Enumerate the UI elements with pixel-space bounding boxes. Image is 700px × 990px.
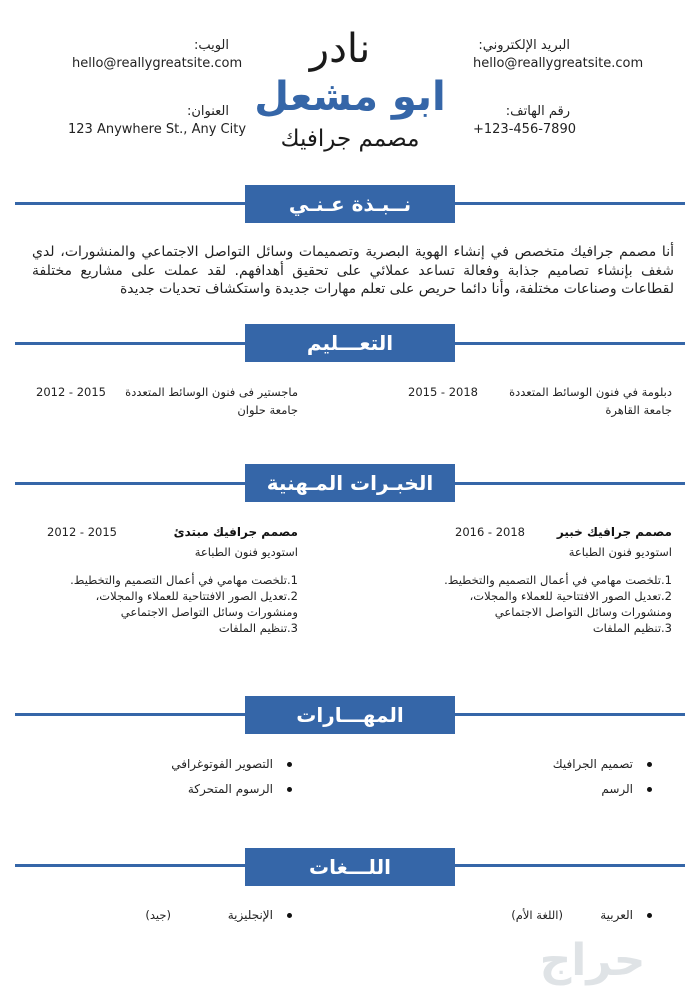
web-label: الويب: <box>193 38 229 53</box>
task-item: 1.تلخصت مهامي في أعمال التصميم والتخطيط. <box>70 573 298 587</box>
watermark: حراج <box>539 935 646 986</box>
section-divider-left <box>15 342 245 345</box>
job-title: مصمم جرافيك مبتدئ <box>173 525 298 539</box>
section-title-skills: المهـــارات <box>245 696 455 734</box>
section-divider-right <box>455 713 685 716</box>
job-company: استوديو فنون الطباعة <box>568 545 672 559</box>
section-divider-left <box>15 202 245 205</box>
section-divider-right <box>455 482 685 485</box>
skill-item: الرسم <box>601 782 652 796</box>
language-item: الإنجليزية <box>228 908 292 922</box>
section-divider-left <box>15 482 245 485</box>
education-degree: دبلومة في فنون الوسائط المتعددة <box>509 385 672 399</box>
bullet-icon <box>287 787 292 792</box>
bullet-icon <box>647 913 652 918</box>
address-label: العنوان: <box>186 104 229 119</box>
education-years: 2012 - 2015 <box>36 385 106 399</box>
section-title-about: نــبـذة عـنـي <box>245 185 455 223</box>
section-divider-right <box>455 202 685 205</box>
language-level: (اللغة الأم) <box>511 908 563 922</box>
section-divider-right <box>455 864 685 867</box>
email-label: البريد الإلكتروني: <box>478 38 570 53</box>
job-years: 2016 - 2018 <box>455 525 525 539</box>
education-school: جامعة القاهرة <box>605 403 672 417</box>
education-years: 2015 - 2018 <box>408 385 478 399</box>
phone-value: +123-456-7890 <box>473 122 576 137</box>
section-divider-left <box>15 713 245 716</box>
address-value: 123 Anywhere St., Any City <box>68 122 247 137</box>
job-years: 2012 - 2015 <box>47 525 117 539</box>
job-title: مصمم جرافيك <box>280 126 420 152</box>
task-item: ومنشورات وسائل التواصل الاجتماعي <box>494 605 672 619</box>
email-value: hello@reallygreatsite.com <box>473 56 644 71</box>
last-name: ابو مشعل <box>254 74 446 120</box>
section-title-experience: الخبـرات المـهنية <box>245 464 455 502</box>
web-value: hello@reallygreatsite.com <box>72 56 243 71</box>
first-name: نادر <box>309 26 371 72</box>
job-tasks <box>38 572 298 636</box>
bullet-icon <box>287 762 292 767</box>
skill-item: التصوير الفوتوغرافي <box>171 757 292 771</box>
task-item: 2.تعديل الصور الافتتاحية للعملاء والمجلات، <box>469 589 672 603</box>
bullet-icon <box>647 762 652 767</box>
section-divider-left <box>15 864 245 867</box>
job-company: استوديو فنون الطباعة <box>194 545 298 559</box>
education-degree: ماجستير فى فنون الوسائط المتعددة <box>125 385 298 399</box>
about-text: أنا مصمم جرافيك متخصص في إنشاء الهوية البصرية وتصميمات وسائل التواصل الاجتماعي والمنشورات، لدي شغف بإنشاء تصاميم جذابة وفعالة تساعد عملائي على تحقيق أهدافهم. لقد عملت على مشاريع مختلفة لقطاعات وصناعات مختلفة، وأنا دائما حريص على تعلم مهارات جديدة واستكشاف تحديات جديدة <box>32 244 674 297</box>
task-item: 3.تنظيم الملفات <box>218 621 298 635</box>
language-item: العربية <box>600 908 652 922</box>
bullet-icon <box>647 787 652 792</box>
skill-item: تصميم الجرافيك <box>553 757 652 771</box>
phone-label: رقم الهاتف: <box>505 104 570 119</box>
job-tasks <box>412 572 672 636</box>
task-item: 2.تعديل الصور الافتتاحية للعملاء والمجلات، <box>95 589 298 603</box>
bullet-icon <box>287 913 292 918</box>
section-title-languages: اللـــغات <box>245 848 455 886</box>
job-title: مصمم جرافيك خبير <box>556 525 672 539</box>
task-item: ومنشورات وسائل التواصل الاجتماعي <box>120 605 298 619</box>
task-item: 1.تلخصت مهامي في أعمال التصميم والتخطيط. <box>444 573 672 587</box>
skill-item: الرسوم المتحركة <box>188 782 292 796</box>
section-divider-right <box>455 342 685 345</box>
section-title-education: التعـــليم <box>245 324 455 362</box>
language-level: (جيد) <box>145 908 171 922</box>
task-item: 3.تنظيم الملفات <box>592 621 672 635</box>
education-school: جامعة حلوان <box>237 403 298 417</box>
